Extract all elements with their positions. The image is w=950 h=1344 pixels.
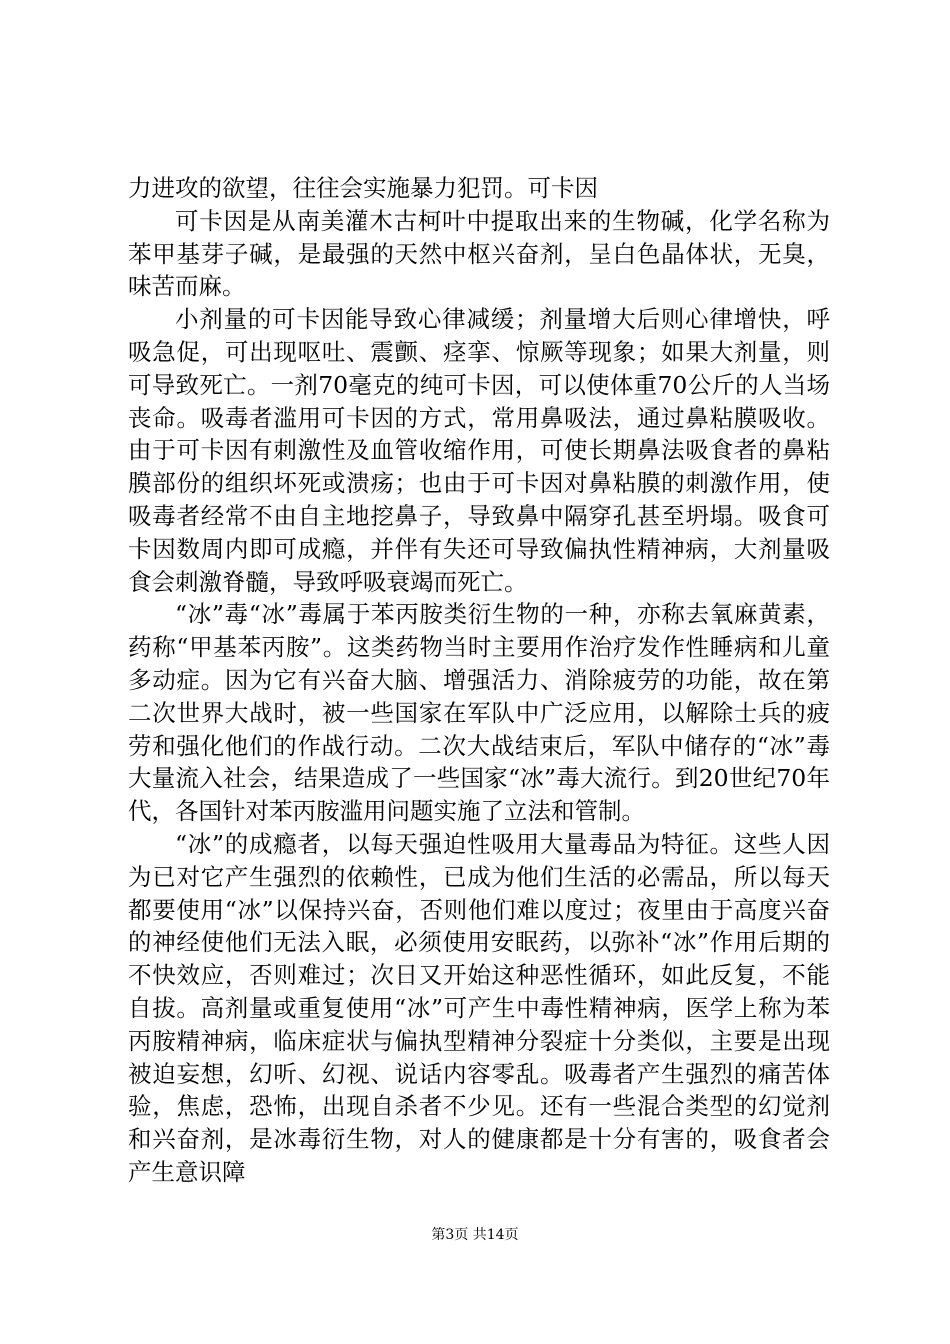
paragraph-1: 力进攻的欲望，往往会实施暴力犯罚。可卡因 xyxy=(128,174,598,202)
paragraph-2: 可卡因是从南美灌木古柯叶中提取出来的生物碱，化学名称为苯甲基芽子碱，是最强的天然中枢兴奋剂，呈白色晶体状，无臭，味苦而麻。 xyxy=(128,206,830,301)
paragraph-5: “冰”的成瘾者，以每天强迫性吸用大量毒品为特征。这些人因为已对它产生强烈的依赖性，已成为他们生活的必需品，所以每天都要使用“冰”以保持兴奋，否则他们难以度过；夜里由于高度兴奋的神经使他们无法入眠，必须使用安眠药，以弥补“冰”作用后期的不快效应，否则难过；次日又开始这种恶性循环，如此反复，不能自拔。高剂量或重复使用“冰”可产生中毒性精神病，医学上称为苯丙胺精神病，临床症状与偏执型精神分裂症十分类似，主要是出现被迫妄想，幻听、幻视、说话内容零乱。吸毒者产生强烈的痛苦体验，焦虑，恐怖，出现自杀者不少见。还有一些混合类型的幻觉剂和兴奋剂，是冰毒衍生物，对人的健康都是十分有害的，吸食者会产生意识障 xyxy=(128,829,830,1186)
paragraph-3: 小剂量的可卡因能导致心律减缓；剂量增大后则心律增快，呼吸急促，可出现呕吐、震颤、痉挛、惊厥等现象；如果大剂量，则可导致死亡。一剂70毫克的纯可卡因，可以使体重70公斤的人当场丧命。吸毒者滥用可卡因的方式，常用鼻吸法，通过鼻粘膜吸收。由于可卡因有刺激性及血管收缩作用，可使长期鼻法吸食者的鼻粘膜部份的组织坏死或溃疡；也由于可卡因对鼻粘膜的刺激作用，使吸毒者经常不由自主地挖鼻子，导致鼻中隔穿孔甚至坍塌。吸食可卡因数周内即可成瘾，并伴有失还可导致偏执性精神病，大剂量吸食会刺激脊髓，导致呼吸衰竭而死亡。 xyxy=(128,305,830,596)
document-body xyxy=(128,172,830,1189)
paragraph-4: “冰”毒“冰”毒属于苯丙胺类衍生物的一种，亦称去氧麻黄素，药称“甲基苯丙胺”。这类药物当时主要用作治疗发作性睡病和儿童多动症。因为它有兴奋大脑、增强活力、消除疲劳的功能，故在第二次世界大战时，被一些国家在军队中广泛应用，以解除士兵的疲劳和强化他们的作战行动。二次大战结束后，军队中储存的“冰”毒大量流入社会，结果造成了一些国家“冰”毒大流行。到20世纪70年代，各国针对苯丙胺滥用问题实施了立法和管制。 xyxy=(128,600,830,826)
page-number-footer: 第3页 共14页 xyxy=(431,1227,519,1243)
